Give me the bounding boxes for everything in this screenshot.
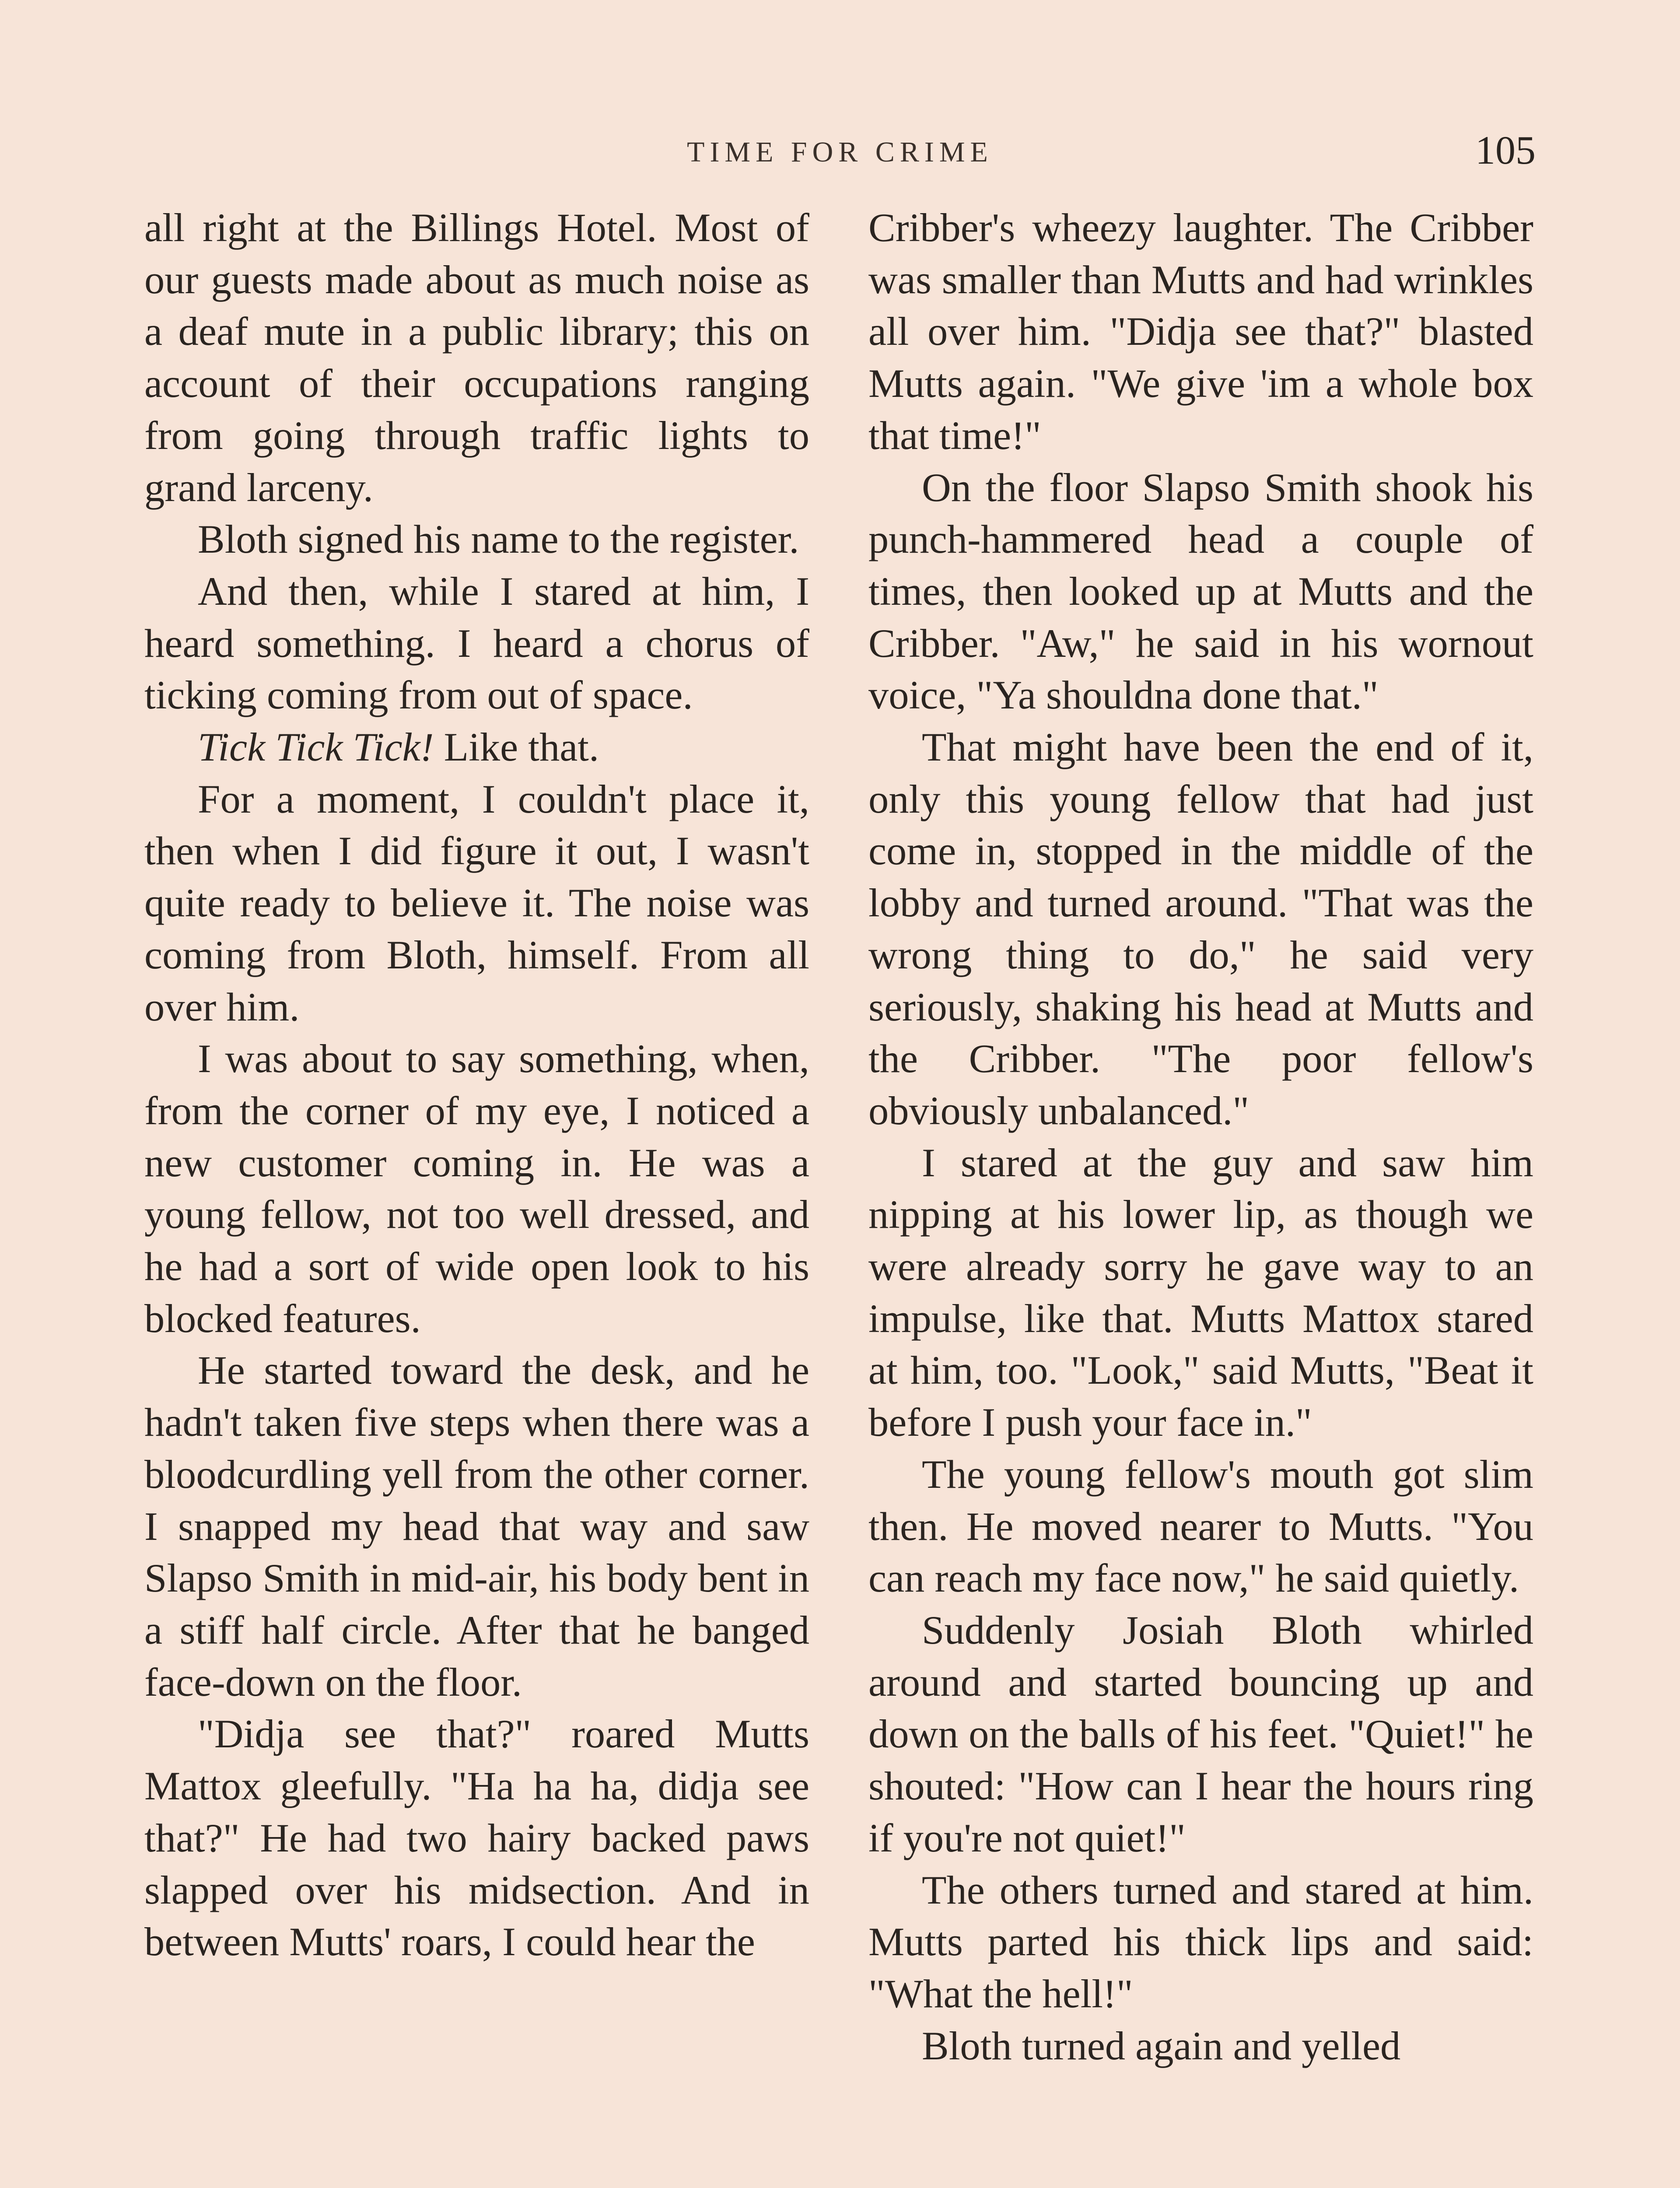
paragraph-tail: Like that. xyxy=(434,725,599,770)
paragraph: The others turned and stared at him. Mutts parted his thick lips and said: "What the hell!" xyxy=(868,1868,1533,2016)
paragraph: Cribber's wheezy laughter. The Cribber was smaller than Mutts and had wrinkles all over him. "Didja see that?" blasted Mutts again. "We give 'im a whole box that time!" xyxy=(868,206,1533,458)
paragraph: Bloth turned again and yelled xyxy=(922,2023,1401,2069)
running-header xyxy=(144,127,1536,184)
running-title: TIME FOR CRIME xyxy=(687,136,993,168)
left-text-column xyxy=(144,202,809,2188)
paragraph xyxy=(144,722,809,774)
paragraph: all right at the Billings Hotel. Most of our guests made about as much noise as a deaf mute in a public library; this on account of their occupations ranging from going through traffic lights to grand larceny. xyxy=(144,206,809,510)
paragraph: On the floor Slapso Smith shook his punch-hammered head a couple of times, then looked up at Mutts and the Cribber. "Aw," he said in his wornout voice, "Ya shouldna done that." xyxy=(868,465,1533,718)
paragraph: He started toward the desk, and he hadn't taken five steps when there was a bloodcurdling yell from the other corner. I snapped my head that way and saw Slapso Smith in mid-air, his body bent in a stiff half circle. After that he banged face-down on the floor. xyxy=(144,1348,809,1705)
paragraph: I stared at the guy and saw him nipping at his lower lip, as though we were already sorry he gave way to an impulse, like that. Mutts Mattox stared at him, too. "Look," said Mutts, "Beat it before I push your face in." xyxy=(868,1140,1533,1445)
paragraph: And then, while I stared at him, I heard something. I heard a chorus of ticking coming from out of space. xyxy=(144,569,809,718)
paragraph: For a moment, I couldn't place it, then when I did figure it out, I wasn't quite ready to believe it. The noise was coming from Bloth, himself. From all over him. xyxy=(144,777,809,1030)
italic-sound-effect: Tick Tick Tick! xyxy=(198,725,434,770)
paragraph: Bloth signed his name to the register. xyxy=(198,517,799,562)
paragraph: I was about to say something, when, from the corner of my eye, I noticed a new customer coming in. He was a young fellow, not too well dressed, and he had a sort of wide open look to his blocked features. xyxy=(144,1037,809,1341)
paragraph: That might have been the end of it, only this young fellow that had just come in, stopped in the middle of the lobby and turned around. "That was the wrong thing to do," he said very seriously, shaking his head at Mutts and the Cribber. "The poor fellow's obviously unbalanced." xyxy=(868,725,1533,1133)
page-number: 105 xyxy=(1475,128,1536,172)
paragraph: "Didja see that?" roared Mutts Mattox gleefully. "Ha ha ha, didja see that?" He had two hairy backed paws slapped over his midsection. And in between Mutts' roars, I could hear the xyxy=(144,1712,809,1965)
paragraph: The young fellow's mouth got slim then. He moved nearer to Mutts. "You can reach my face now," he said quietly. xyxy=(868,1452,1533,1601)
right-text-column xyxy=(868,202,1533,2188)
paragraph: Suddenly Josiah Bloth whirled around and started bouncing up and down on the balls of his feet. "Quiet!" he shouted: "How can I hear the hours ring if you're not quiet!" xyxy=(868,1608,1533,1861)
